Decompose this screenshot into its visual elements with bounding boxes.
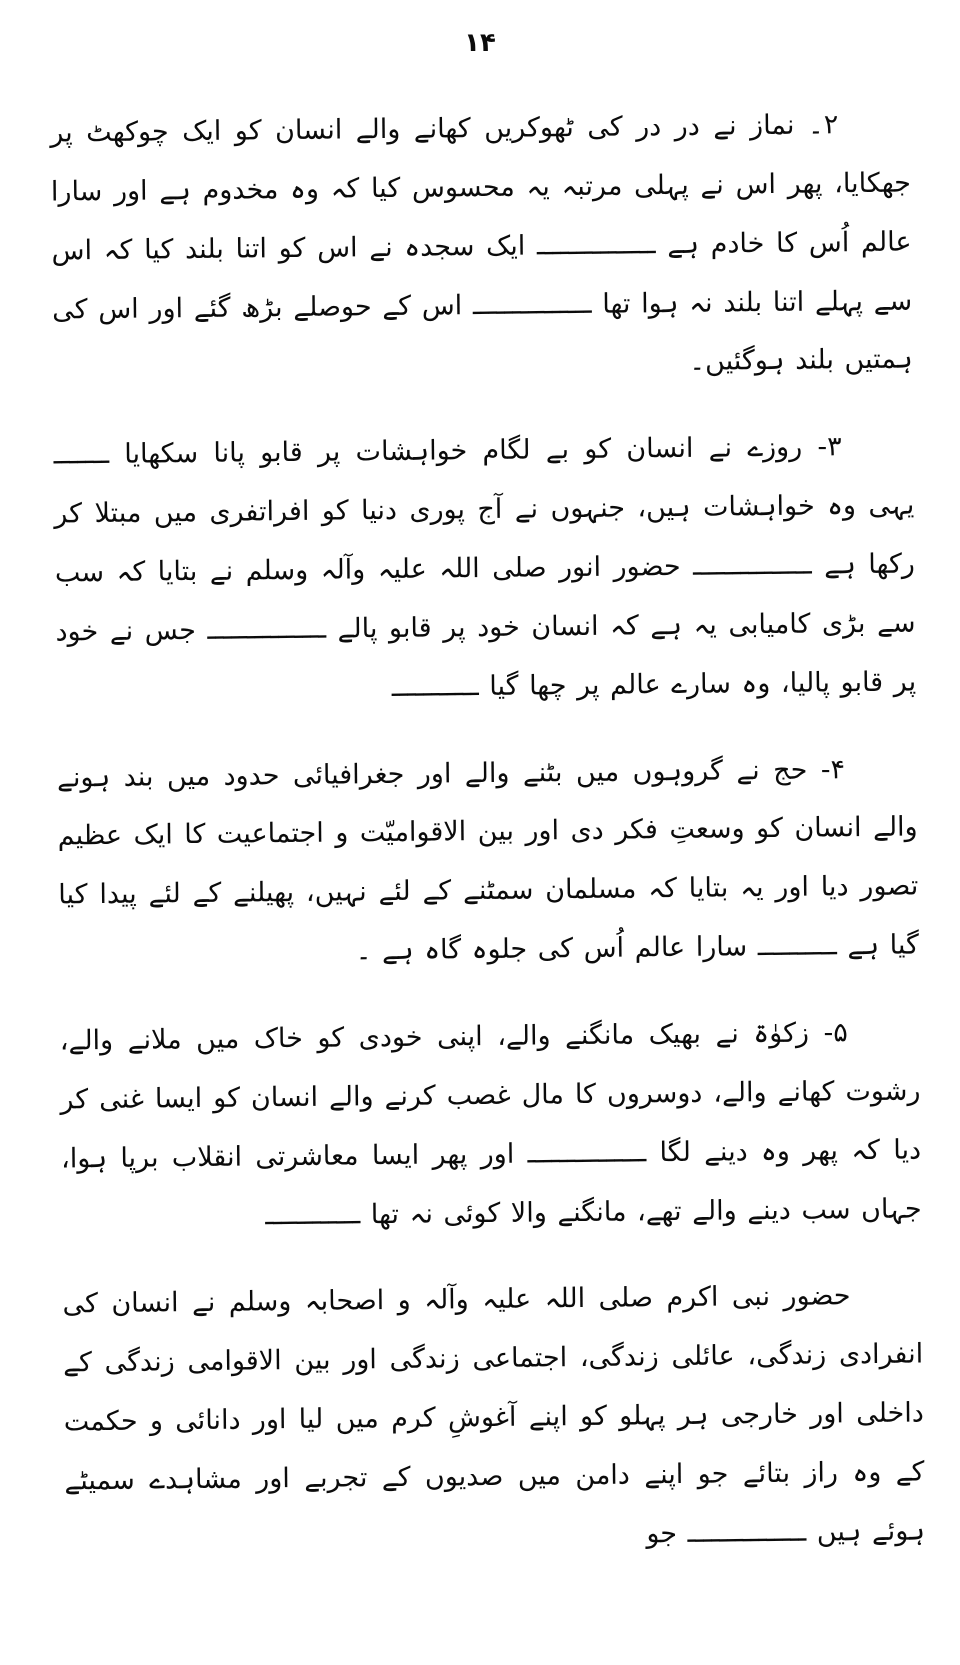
paragraph-hajj: ۴- حج نے گروہوں میں بٹنے والے اور جغرافیائی حدود میں بند ہونے والے انسان کو وسعتِ فکر دی اور بین الاقوامیّت و اجتماعیت کا ایک عظیم تصور دیا اور یہ بتایا کہ مسلمان سمٹنے کے لئے نہیں، پھیلنے کے لئے پیدا کیا گیا ہے ــــــــــ سارا عالم اُس کی جلوہ گاہ ہے ۔ (56, 753, 920, 967)
paragraph-namaz: ۲۔ نماز نے در در کی ٹھوکریں کھانے والے انسان کو ایک چوکھٹ پر جھکایا، پھر اس نے پہلی مرتبہ یہ محسوس کیا کہ وہ مخدوم ہے اور سارا عالم اُس کا خادم ہے ـــــــــــــــ ایک سجدہ نے اس کو اتنا بلند کیا کہ اس سے پہلے اتنا بلند نہ ہوا تھا ـــــــــــــــ اس کے حوصلے بڑھ گئے اور اس کی ہمتیں بلند ہوگئیں۔ (50, 109, 913, 378)
page-content (50, 95, 925, 1570)
paragraph-zakat: ۵- زکوٰۃ نے بھیک مانگنے والے، اپنی خودی کو خاک میں ملانے والے، رشوت کھانے والے، دوسروں کا مال غصب کرنے والے انسان کو ایسا غنی کر دیا کہ پھر وہ دینے لگا ـــــــــــــــ اور پھر ایسا معاشرتی انقلاب برپا ہوا، جہاں سب دینے والے تھے، مانگنے والا کوئی نہ تھا ــــــــــــ (59, 1017, 922, 1231)
paragraph-roza: ۳- روزے نے انسان کو بے لگام خواہشات پر قابو پانا سکھایا ـــــــ یہی وہ خواہشات ہیں، جنہوں نے آج پوری دنیا کو افراتفری میں مبتلا کر رکھا ہے ـــــــــــــــ حضور انور صلی اللہ علیہ وآلہ وسلم نے بتایا کہ سب سے بڑی کامیابی یہ ہے کہ انسان خود پر قابو پالے ـــــــــــــــ جس نے خود پر قابو پالیا، وہ سارے عالم پر چھا گیا ـــــــــــ (53, 431, 917, 703)
page-number: ۱۴ (464, 28, 496, 58)
paragraph-huzoor-closing: حضور نبی اکرم صلی اللہ علیہ وآلہ و اصحابہ وسلم نے انسان کی انفرادی زندگی، عائلی زندگی، اجتماعی زندگی اور بین الاقوامی زندگی کے داخلی اور خارجی ہر پہلو کو اپنے آغوشِ کرم میں لیا اور دانائی و حکمت کے وہ راز بتائے جو اپنے دامن میں صدیوں کے تجربے اور مشاہدے سمیٹے ہوئے ہیں ـــــــــــــــ جو (62, 1280, 926, 1550)
